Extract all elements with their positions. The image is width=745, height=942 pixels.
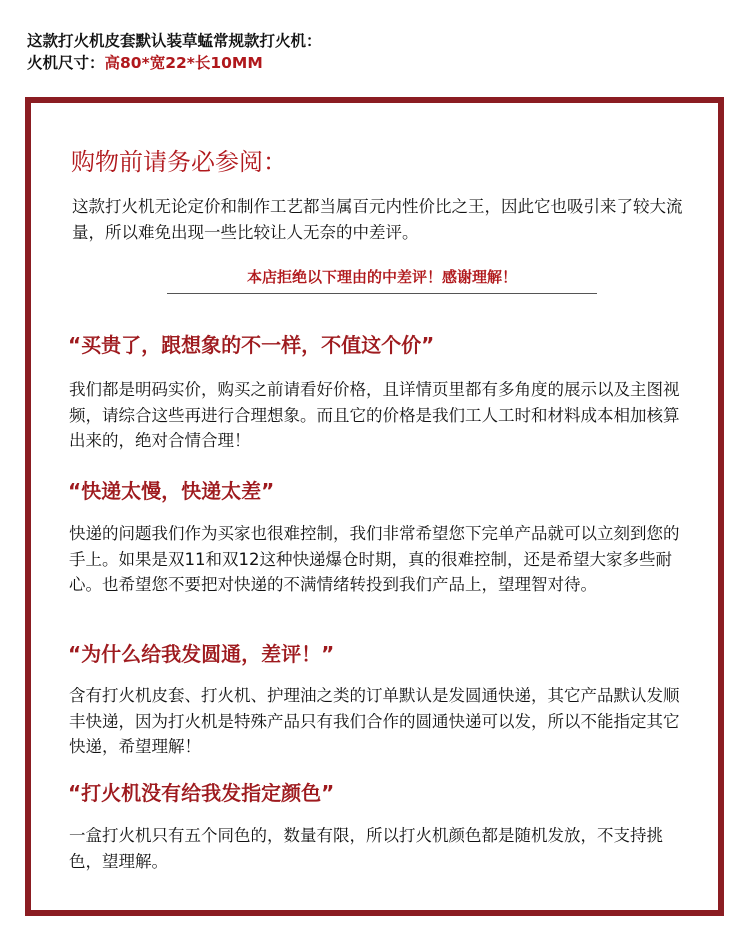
section-heading-courier: “为什么给我发圆通，差评！” — [68, 642, 335, 666]
section-heading-color: “打火机没有给我发指定颜色” — [68, 781, 335, 805]
section-heading-price: “买贵了，跟想象的不一样，不值这个价” — [68, 333, 435, 357]
policy-banner: 本店拒绝以下理由的中差评！感谢理解！ — [246, 268, 517, 286]
spec-line-default-lighter: 这款打火机皮套默认装草蜢常规款打火机： — [27, 32, 322, 50]
banner-divider — [167, 293, 597, 294]
notice-panel — [25, 97, 724, 916]
section-heading-shipping-speed: “快递太慢，快递太差” — [68, 479, 275, 503]
section-body-shipping-speed: 快递的问题我们作为买家也很难控制，我们非常希望您下完单产品就可以立刻到您的手上。如果是双11和双12这种快递爆仓时期，真的很难控制，还是希望大家多些耐心。也希望您不要把对快递的不满情绪转投到我们产品上，望理智对待。 — [69, 524, 680, 594]
size-label: 火机尺寸： — [27, 54, 105, 72]
section-body-courier: 含有打火机皮套、打火机、护理油之类的订单默认是发圆通快递，其它产品默认发顺丰快递，因为打火机是特殊产品只有我们合作的圆通快递可以发，所以不能指定其它快递，希望理解！ — [69, 686, 680, 756]
spec-line-size — [27, 52, 322, 74]
section-body-price: 我们都是明码实价，购买之前请看好价格，且详情页里都有多角度的展示以及主图视频，请综合这些再进行合理想象。而且它的价格是我们工人工时和材料成本相加核算出来的，绝对合情合理！ — [69, 380, 680, 450]
notice-title: 购物前请务必参阅： — [71, 148, 287, 176]
product-spec-note — [27, 30, 322, 74]
size-value: 高80*宽22*长10MM — [104, 54, 263, 72]
intro-paragraph: 这款打火机无论定价和制作工艺都当属百元内性价比之王，因此它也吸引来了较大流量，所以难免出现一些比较让人无奈的中差评。 — [72, 197, 683, 242]
section-body-color: 一盒打火机只有五个同色的，数量有限，所以打火机颜色都是随机发放，不支持挑色，望理解。 — [69, 826, 663, 871]
